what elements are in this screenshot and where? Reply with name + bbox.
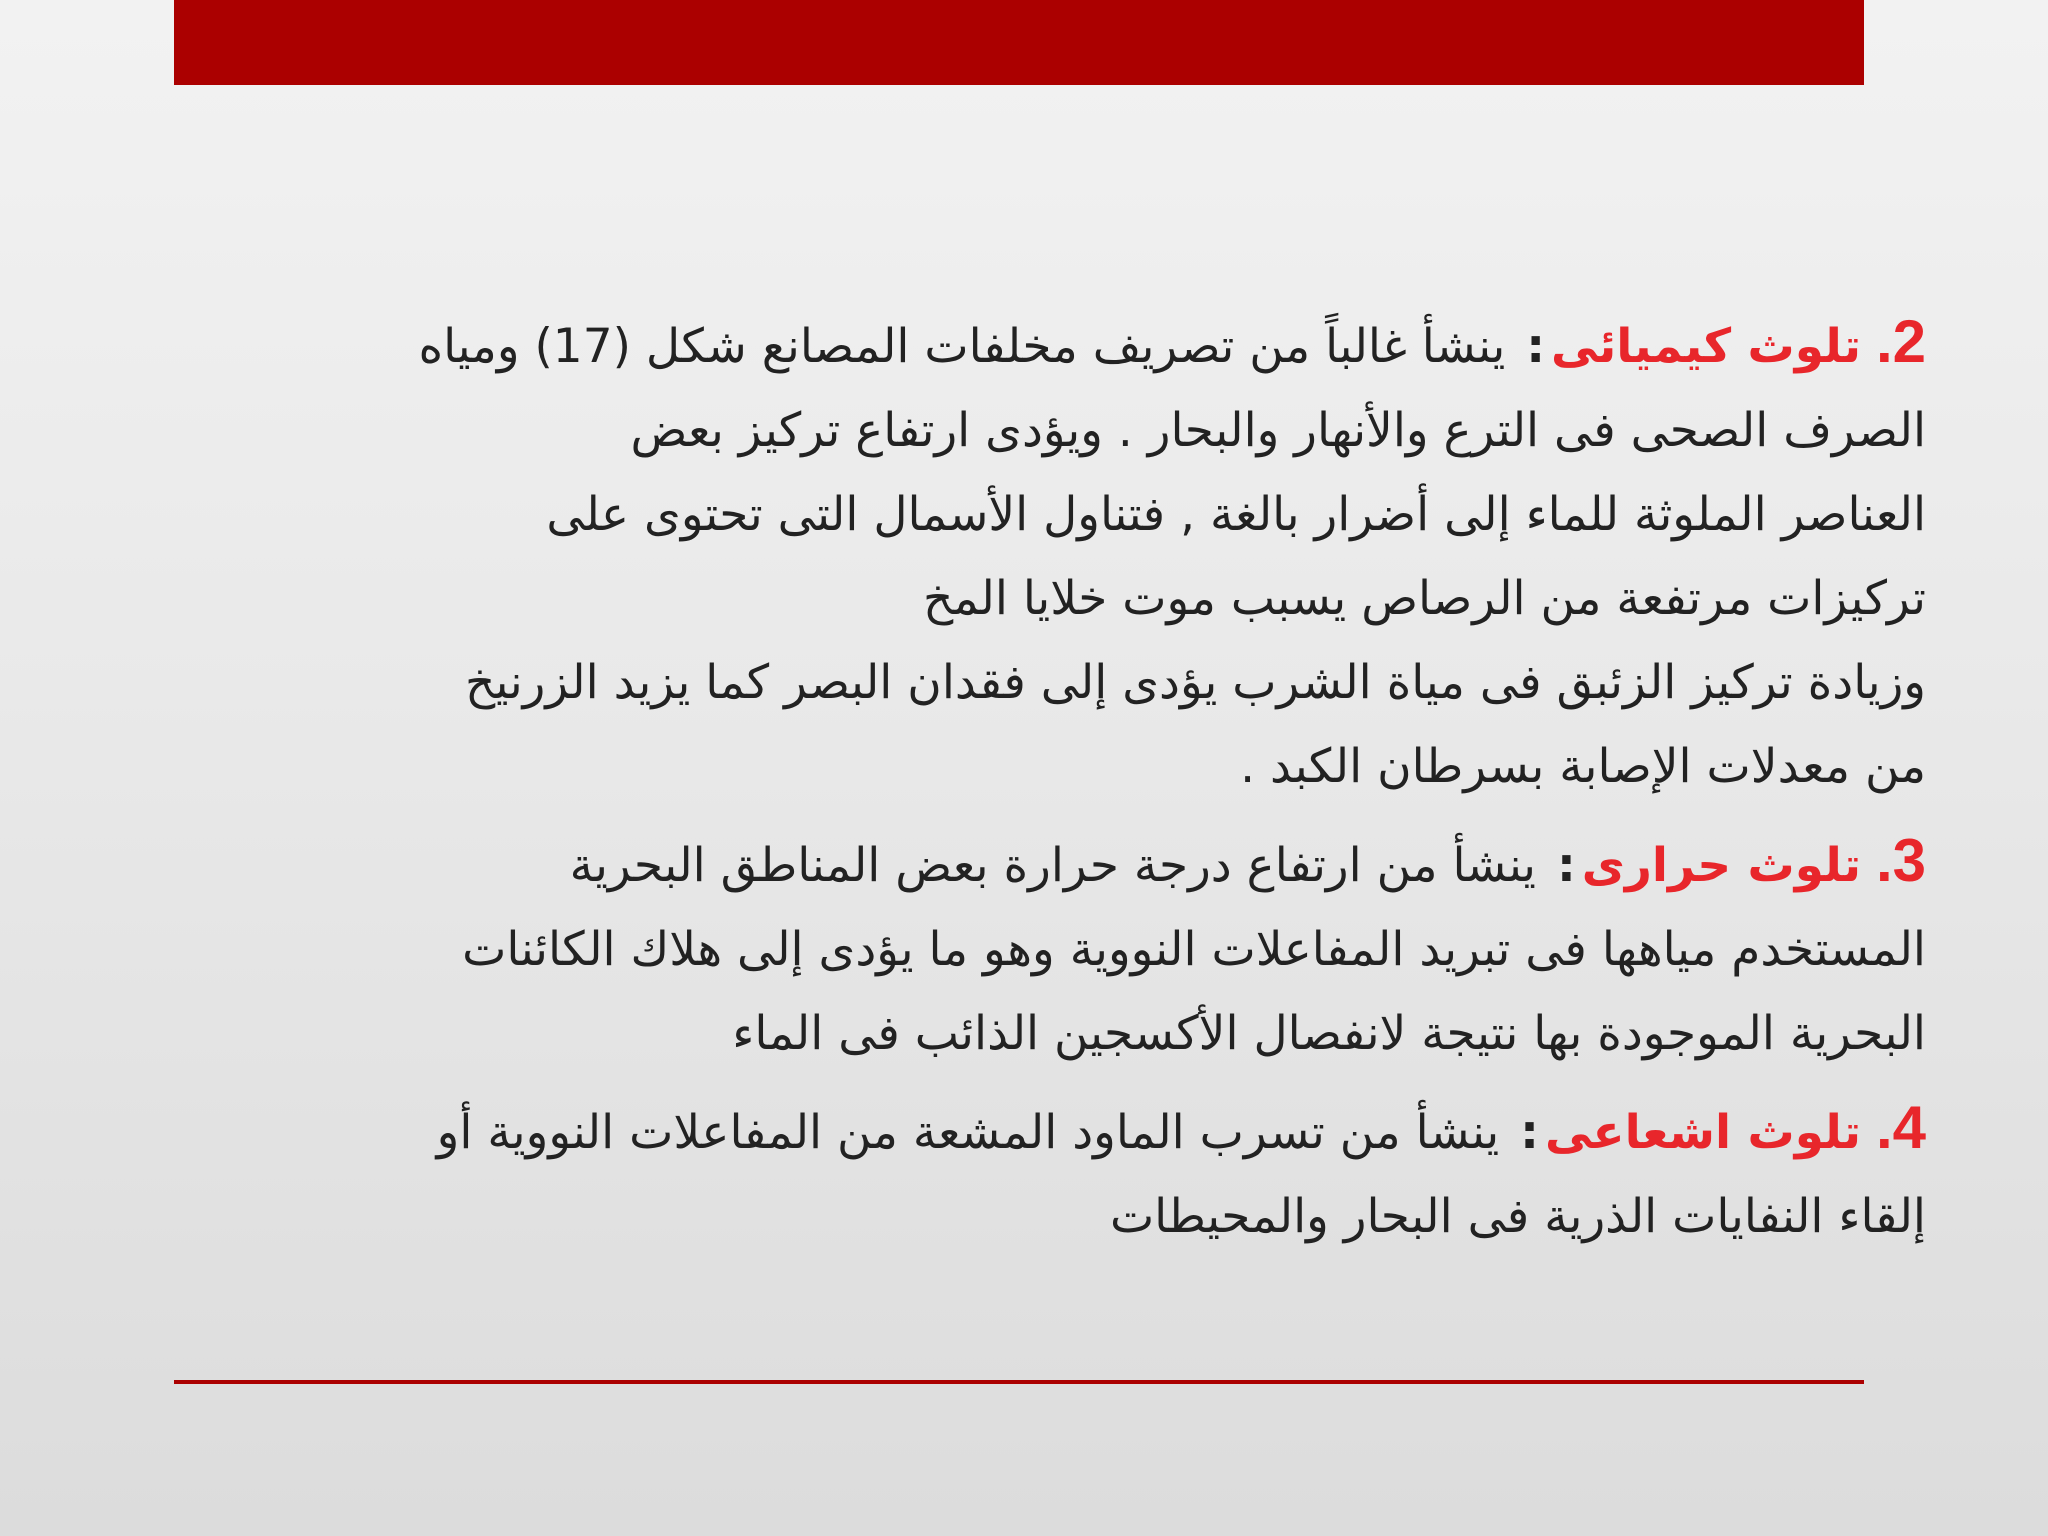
bottom-divider-line xyxy=(174,1380,1864,1384)
bullet-text: ينشأ من ارتفاع درجة حرارة بعض المناطق البحرية xyxy=(569,838,1536,893)
bullet-line: العناصر الملوثة للماء إلى أضرار بالغة , فتناول الأسمال التى تحتوى على xyxy=(546,487,1926,542)
bullet-title: تلوث حرارى xyxy=(1581,838,1861,893)
bullet-line xyxy=(250,300,1926,389)
bullet-line: تركيزات مرتفعة من الرصاص يسبب موت خلايا المخ xyxy=(923,571,1926,626)
bullet-radiation-pollution xyxy=(250,1086,1926,1259)
bullet-line: المستخدم مياهها فى تبريد المفاعلات النووية وهو ما يؤدى إلى هلاك الكائنات xyxy=(462,922,1926,977)
bullet-text: ينشأ غالباً من تصريف مخلفات المصانع شكل (17) ومياه xyxy=(418,319,1506,374)
bullet-line: إلقاء النفايات الذرية فى البحار والمحيطات xyxy=(1109,1189,1926,1244)
slide-content xyxy=(250,300,1926,1269)
bullet-number: 2. xyxy=(1875,308,1926,375)
bullet-number: 3. xyxy=(1875,827,1926,894)
top-accent-bar xyxy=(174,0,1864,85)
bullet-title: تلوث كيميائى xyxy=(1551,319,1861,374)
bullet-title: تلوث اشعاعى xyxy=(1544,1105,1861,1160)
bullet-line xyxy=(250,1086,1926,1175)
bullet-separator: : xyxy=(1526,319,1546,374)
bullet-number: 4. xyxy=(1875,1094,1926,1161)
bullet-chemical-pollution xyxy=(250,300,1926,809)
bullet-line: الصرف الصحى فى الترع والأنهار والبحار . ويؤدى ارتفاع تركيز بعض xyxy=(630,403,1926,458)
bullet-separator: : xyxy=(1556,838,1576,893)
bullet-thermal-pollution xyxy=(250,819,1926,1076)
bullet-separator: : xyxy=(1520,1105,1539,1160)
bullet-line: وزيادة تركيز الزئبق فى مياة الشرب يؤدى إلى فقدان البصر كما يزيد الزرنيخ xyxy=(465,655,1926,710)
bullet-text: ينشأ من تسرب الماود المشعة من المفاعلات النووية أو xyxy=(436,1105,1500,1160)
bullet-line: من معدلات الإصابة بسرطان الكبد . xyxy=(1240,739,1926,794)
bullet-line xyxy=(250,819,1926,908)
bullet-line: البحرية الموجودة بها نتيجة لانفصال الأكسجين الذائب فى الماء xyxy=(732,1006,1926,1061)
